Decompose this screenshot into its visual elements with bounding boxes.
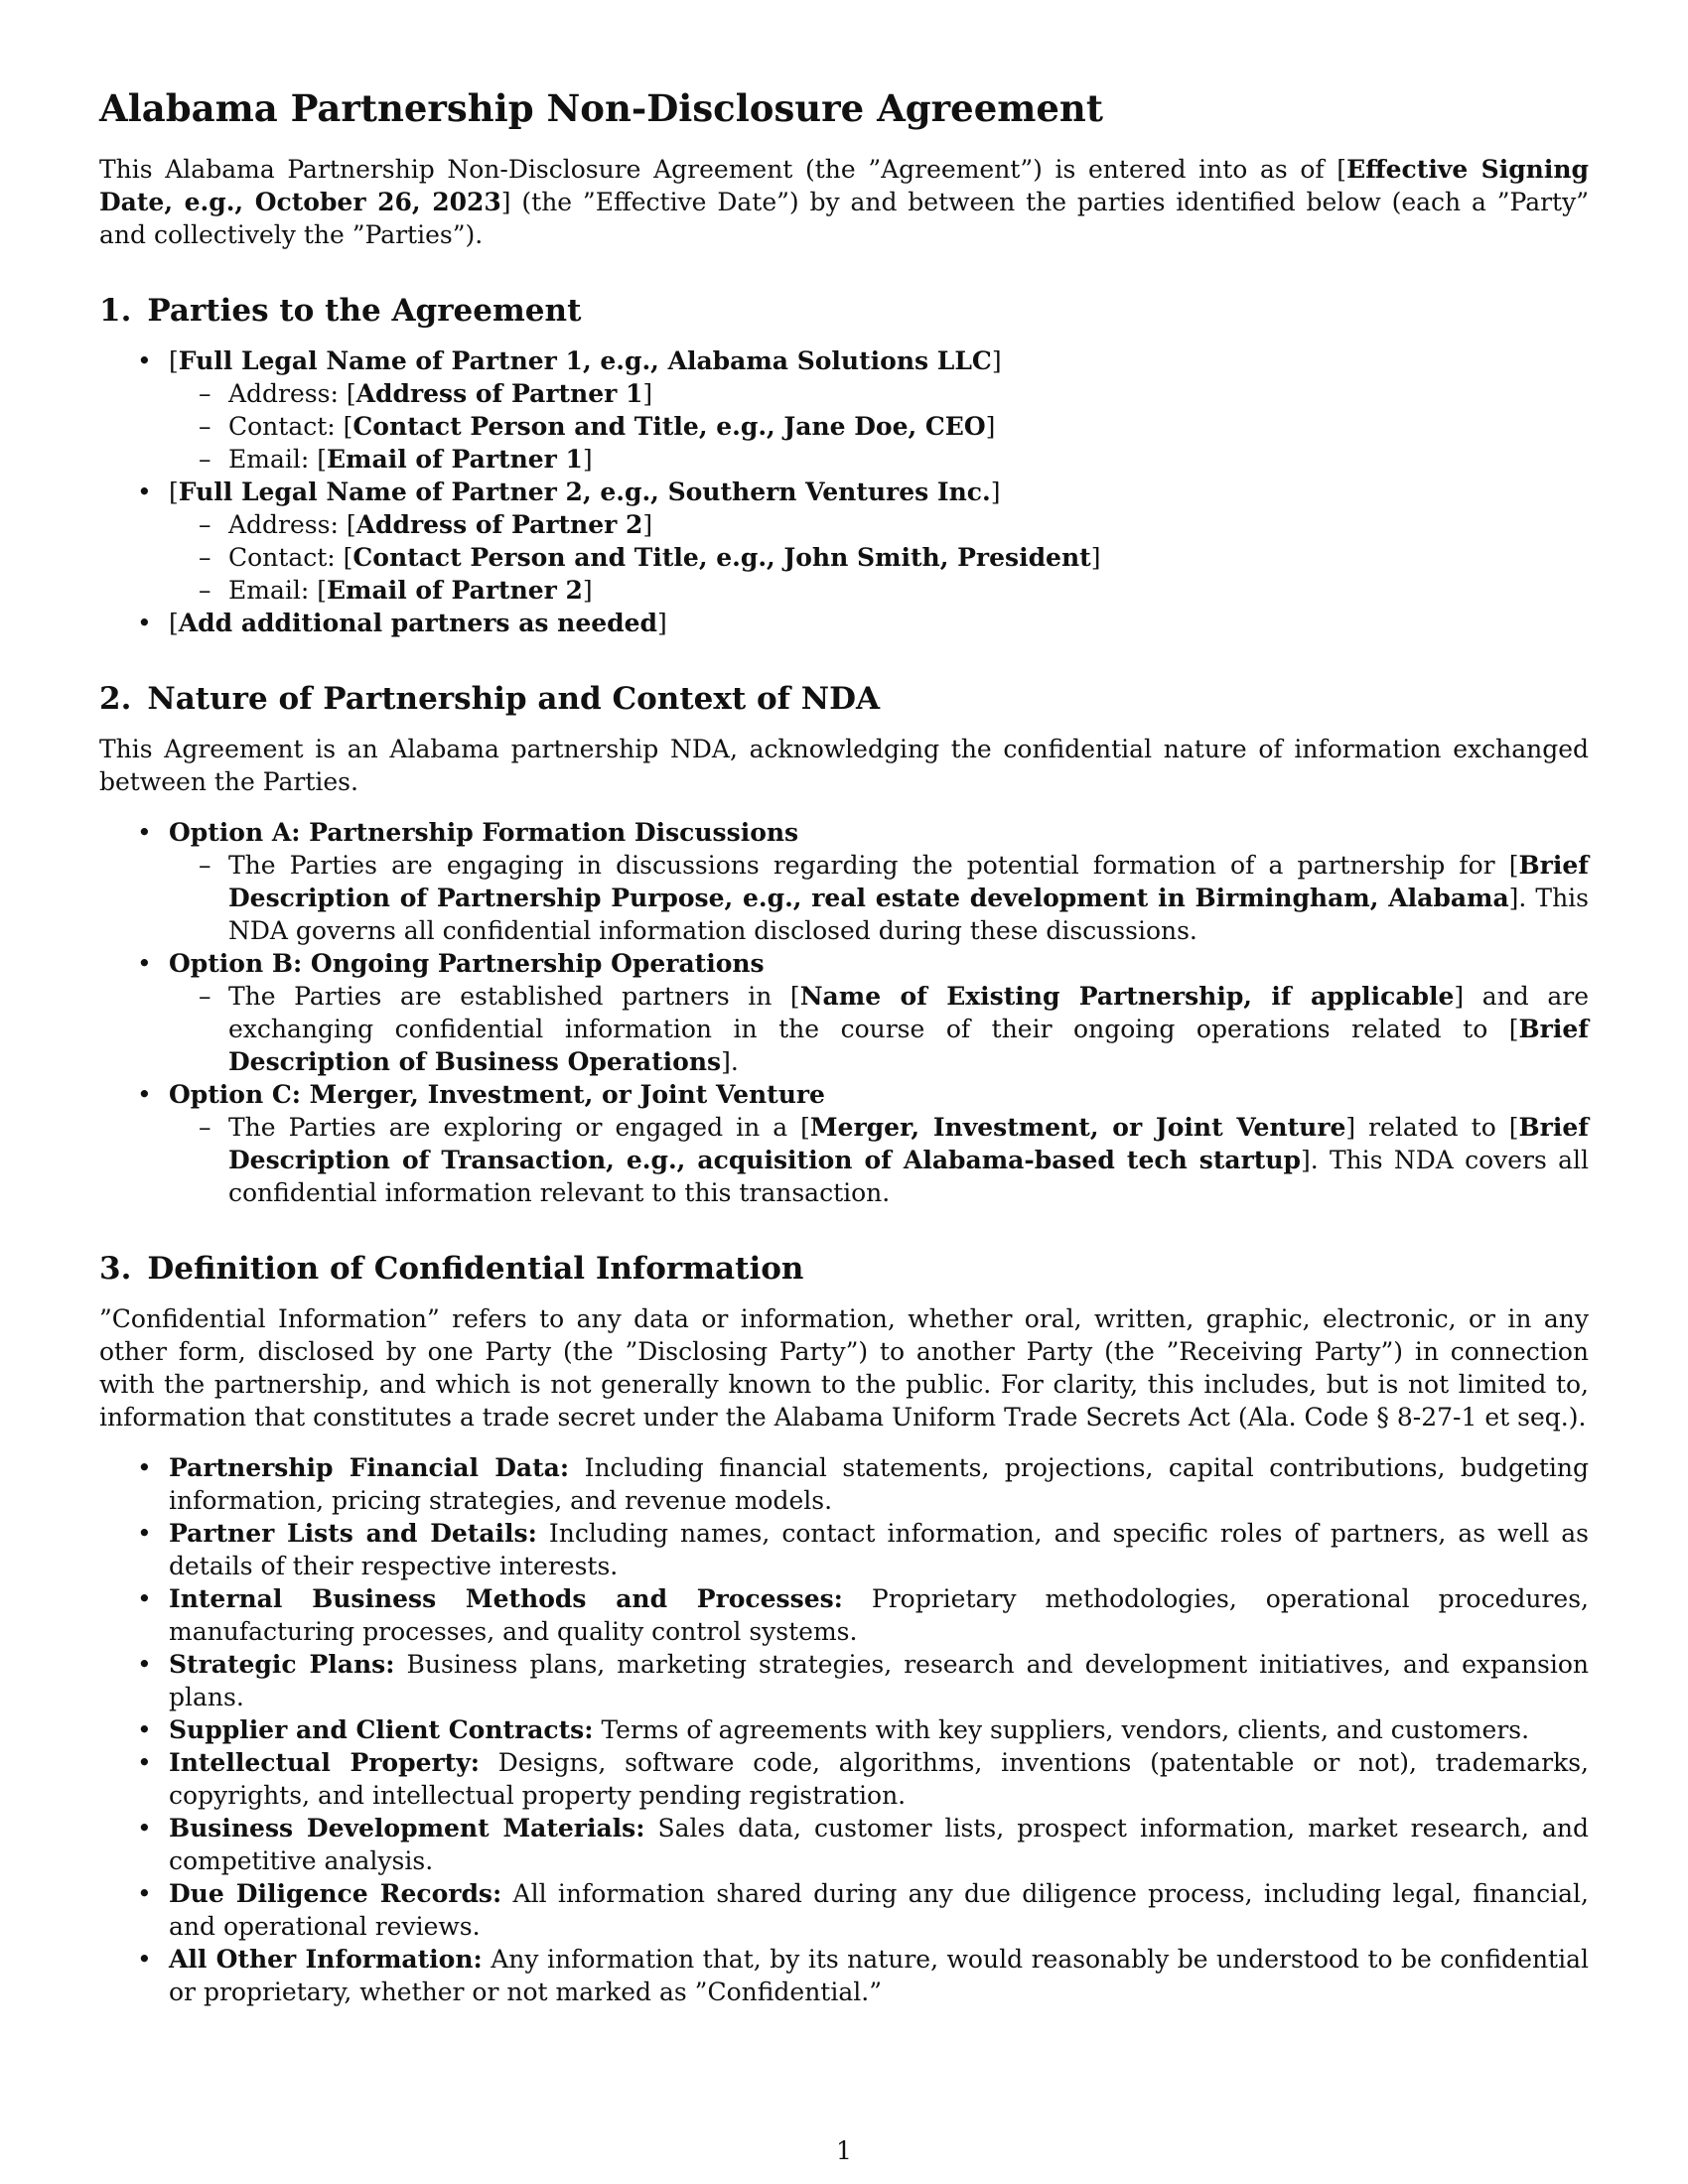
list-item: • Supplier and Client Contracts: Terms of agreements with key suppliers, vendors, clients, and customers.: [99, 1713, 1589, 1746]
list-item: • Due Diligence Records: All information shared during any due diligence process, including legal, financial, and operational reviews.: [99, 1877, 1589, 1943]
partnership-options-list: [99, 816, 1589, 1209]
list-item: • Intellectual Property: Designs, software code, algorithms, inventions (patentable or not), trademarks, copyrights, and intellectual property pending registration.: [99, 1746, 1589, 1812]
partner-1-details: [169, 377, 1589, 476]
list-item: • Internal Business Methods and Processes: Proprietary methodologies, operational procedures, manufacturing processes, and quality control systems.: [99, 1582, 1589, 1648]
option-b-description: – The Parties are established partners in [Name of Existing Partnership, if applicable] and are exchanging confidential information in the course of their ongoing operations related to [Brief Description of Business Operations].: [169, 980, 1589, 1078]
list-item: • Business Development Materials: Sales data, customer lists, prospect information, market research, and competitive analysis.: [99, 1812, 1589, 1877]
option-c-item: • Option C: Merger, Investment, or Joint Venture – The Parties are exploring or engaged in a [Merger, Investment, or Joint Venture] related to [Brief Description of Transaction, e.g., acquisition of Alabama-based tech startup]. This NDA covers all confidential information relevant to this transaction.: [99, 1078, 1589, 1209]
list-item: • Strategic Plans: Business plans, marketing strategies, research and development initiatives, and expansion plans.: [99, 1648, 1589, 1713]
partner-2-item: • [Full Legal Name of Partner 2, e.g., Southern Ventures Inc.] – Address: [Address of Partner 2] – Contact: [Contact Person and Title, e.g., John Smith, President] – Email: [Email of Partner 2]: [99, 476, 1589, 607]
effective-date-placeholder: Effective Signing Date, e.g., October 26, 2023: [99, 155, 1590, 216]
parties-list: [99, 344, 1589, 639]
intro-paragraph: This Alabama Partnership Non-Disclosure Agreement (the ”Agreement”) is entered into as of [Effective Signing Date, e.g., October 26, 2023] (the ”Effective Date”) by and between the parties identified below (each a ”Party” and collectively the ”Parties”).: [99, 155, 1590, 249]
confidential-info-list: [99, 1451, 1589, 2008]
partner-2-details: [169, 508, 1589, 607]
partner-1-address: – Address: [Address of Partner 1]: [169, 377, 1589, 410]
section-3-heading: 3. Definition of Confidential Information: [99, 1251, 804, 1287]
partner-2-email: – Email: [Email of Partner 2]: [169, 574, 1589, 607]
list-item: • All Other Information: Any information that, by its nature, would reasonably be understood to be confidential or proprietary, whether or not marked as ”Confidential.”: [99, 1943, 1589, 2008]
section-2-intro: This Agreement is an Alabama partnership NDA, acknowledging the confidential nature of information exchanged between the Parties.: [99, 735, 1589, 796]
section-2-heading: 2. Nature of Partnership and Context of NDA: [99, 681, 881, 717]
additional-partners-item: • [Add additional partners as needed]: [99, 607, 1589, 639]
partner-1-item: • [Full Legal Name of Partner 1, e.g., Alabama Solutions LLC] – Address: [Address of Partner 1] – Contact: [Contact Person and Title, e.g., Jane Doe, CEO] – Email: [Email of Partner 1]: [99, 344, 1589, 476]
list-item: • Partnership Financial Data: Including financial statements, projections, capital contributions, budgeting information, pricing strategies, and revenue models.: [99, 1451, 1589, 1517]
option-b-item: • Option B: Ongoing Partnership Operations – The Parties are established partners in [Name of Existing Partnership, if applicable] and are exchanging confidential information in the course of their ongoing operations related to [Brief Description of Business Operations].: [99, 947, 1589, 1078]
partner-2-contact: – Contact: [Contact Person and Title, e.g., John Smith, President]: [169, 541, 1589, 574]
list-item: • Partner Lists and Details: Including names, contact information, and specific roles of partners, as well as details of their respective interests.: [99, 1517, 1589, 1582]
page-number: 1: [836, 2136, 852, 2165]
section-1-heading: 1. Parties to the Agreement: [99, 293, 582, 329]
partner-1-email: – Email: [Email of Partner 1]: [169, 443, 1589, 476]
partner-1-contact: – Contact: [Contact Person and Title, e.g., Jane Doe, CEO]: [169, 410, 1589, 443]
document-title: Alabama Partnership Non-Disclosure Agreement: [99, 86, 1103, 130]
option-a-description: – The Parties are engaging in discussions regarding the potential formation of a partnership for [Brief Description of Partnership Purpose, e.g., real estate development in Birmingham, Alabama]. This NDA governs all confidential information disclosed during these discussions.: [169, 849, 1589, 947]
option-c-description: – The Parties are exploring or engaged in a [Merger, Investment, or Joint Venture] related to [Brief Description of Transaction, e.g., acquisition of Alabama-based tech startup]. This NDA covers all confidential information relevant to this transaction.: [169, 1111, 1589, 1209]
section-3-intro: ”Confidential Information” refers to any data or information, whether oral, written, graphic, electronic, or in any other form, disclosed by one Party (the ”Disclosing Party”) to another Party (the ”Receiving Party”) in connection with the partnership, and which is not generally known to the public. For clarity, this includes, but is not limited to, information that constitutes a trade secret under the Alabama Uniform Trade Secrets Act (Ala. Code § 8-27-1 et seq.).: [99, 1304, 1589, 1432]
option-a-item: • Option A: Partnership Formation Discussions – The Parties are engaging in discussions regarding the potential formation of a partnership for [Brief Description of Partnership Purpose, e.g., real estate development in Birmingham, Alabama]. This NDA governs all confidential information disclosed during these discussions.: [99, 816, 1589, 947]
partner-2-address: – Address: [Address of Partner 2]: [169, 508, 1589, 541]
